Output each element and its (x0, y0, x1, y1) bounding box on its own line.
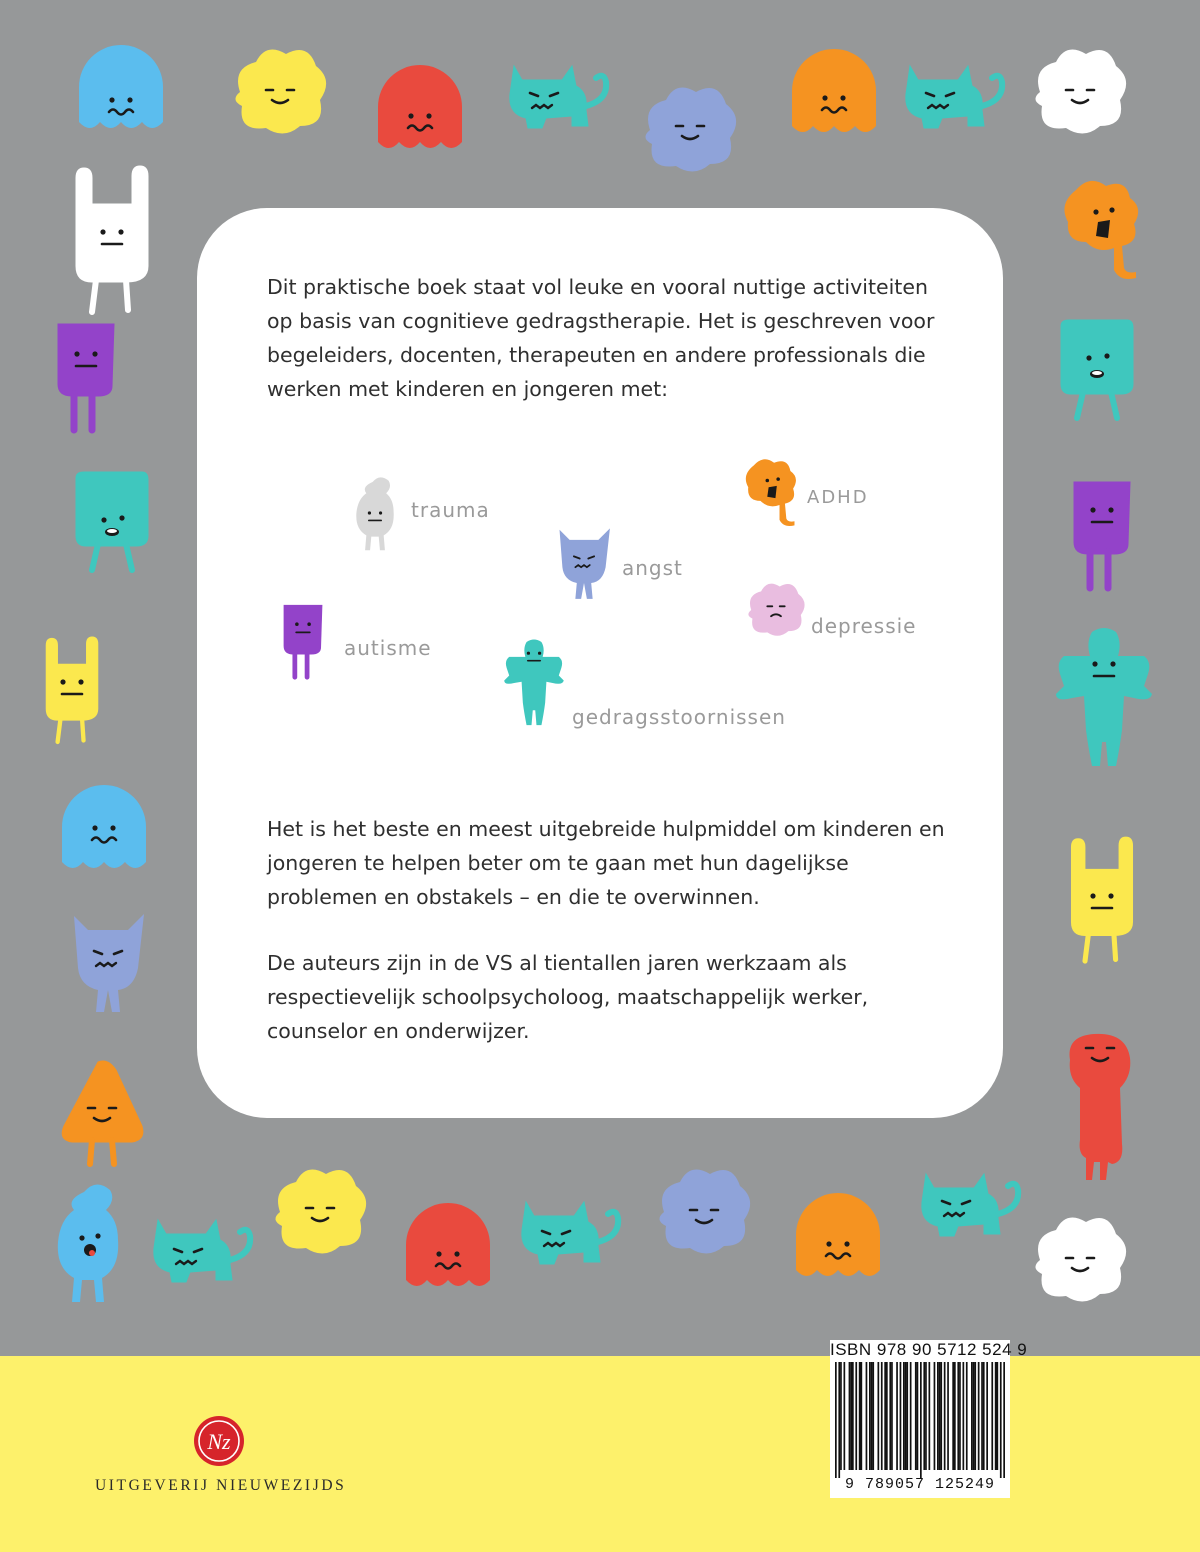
publisher-logo-icon (192, 1414, 246, 1468)
barcode-bar (974, 1362, 976, 1470)
barcode-bar (849, 1362, 851, 1470)
body-paragraph-2: De auteurs zijn in de VS al tientallen jaren werkzaam als respectievelijk schoolpsycholoog, maatschappelijk werker, counselor en onderwijzer. (267, 951, 869, 1043)
logo-text: Nz (207, 1429, 231, 1454)
barcode-bar (871, 1362, 873, 1470)
barcode-bar (838, 1362, 840, 1478)
barcode-bar (903, 1362, 905, 1470)
barcode-bar (952, 1362, 954, 1470)
barcode-bar (947, 1362, 949, 1470)
label-adhd: ADHD (807, 487, 869, 508)
barcode-bar (840, 1362, 842, 1470)
barcode-bar (884, 1362, 886, 1470)
barcode-bar (978, 1362, 980, 1470)
label-angst: angst (622, 556, 683, 580)
angst-figure-icon (560, 528, 610, 599)
barcode-bar (963, 1362, 965, 1470)
barcode-bar (891, 1362, 893, 1470)
barcode-bar (852, 1362, 854, 1470)
barcode-bar (835, 1362, 837, 1478)
barcode-bar (905, 1362, 907, 1470)
barcode-bar (997, 1362, 999, 1470)
intro-paragraph: Dit praktische boek staat vol leuke en vooral nuttige activiteiten op basis van cognitieve gedragstherapie. Het is geschreven voor begeleiders, docenten, therapeuten en andere professionals die werken met kinderen en jongeren met: (267, 275, 935, 401)
label-gedragsstoornissen: gedragsstoornissen (572, 705, 786, 729)
label-autisme: autisme (344, 636, 432, 660)
barcode-bar (872, 1362, 874, 1470)
barcode-bar (944, 1362, 946, 1470)
text-card (197, 208, 1003, 1118)
trauma-figure-icon (356, 477, 393, 550)
label-depressie: depressie (811, 614, 917, 638)
body-paragraph-1: Het is het beste en meest uitgebreide hulpmiddel om kinderen en jongeren te helpen beter om te gaan met hun dagelijkse problemen en obstakels – en die te overwinnen. (267, 817, 945, 909)
barcode-bar (937, 1362, 939, 1470)
barcode-bar (886, 1362, 888, 1470)
barcode-bar (881, 1362, 883, 1470)
barcode-bar (910, 1362, 912, 1470)
barcode-bar (896, 1362, 898, 1470)
barcode-bar (939, 1362, 941, 1470)
adhd-figure-icon (746, 459, 796, 526)
autisme-figure-icon (284, 605, 322, 677)
barcode-bar (981, 1362, 983, 1470)
barcode-bar (957, 1362, 959, 1470)
barcode-bar (986, 1362, 988, 1470)
barcode-bar (915, 1362, 917, 1470)
barcode-bar (906, 1362, 908, 1470)
depressie-figure-icon (748, 584, 804, 636)
barcode-bar (923, 1362, 925, 1470)
barcode-bar (859, 1362, 861, 1470)
barcode-bar (991, 1362, 993, 1470)
barcode-bar (971, 1362, 973, 1470)
barcode-bar (920, 1362, 922, 1478)
barcode-bar (954, 1362, 956, 1470)
barcode-bar (983, 1362, 985, 1470)
barcode-bar (925, 1362, 927, 1470)
barcode-bar (917, 1362, 919, 1470)
barcode-bar (889, 1362, 891, 1470)
bottom-band (0, 1356, 1200, 1552)
barcode-bar (900, 1362, 902, 1470)
barcode-bar (995, 1362, 997, 1470)
barcode-bar (966, 1362, 968, 1470)
barcode-bar (855, 1362, 857, 1470)
barcode-bar (1003, 1362, 1005, 1478)
barcode-bar (844, 1362, 846, 1470)
isbn-number: ISBN 978 90 5712 524 9 (830, 1340, 1028, 1359)
label-trauma: trauma (411, 498, 490, 522)
publisher-name: UITGEVERIJ NIEUWEZIJDS (95, 1477, 347, 1494)
barcode-bar (959, 1362, 961, 1470)
barcode-bar (878, 1362, 880, 1470)
gedrag-figure-icon (504, 640, 564, 726)
barcode-bar (869, 1362, 871, 1470)
barcode-icon (835, 1362, 1005, 1478)
barcode-bar (934, 1362, 936, 1470)
barcode-bar (866, 1362, 868, 1470)
barcode-bar (973, 1362, 975, 1470)
barcode-bar (850, 1362, 852, 1470)
barcode-bar (861, 1362, 863, 1470)
barcode-bar (940, 1362, 942, 1470)
barcode-box (830, 1340, 1028, 1498)
barcode-bar (1000, 1362, 1002, 1478)
barcode-digits: 9 789057 125249 (844, 1476, 996, 1493)
barcode-bar (929, 1362, 931, 1470)
